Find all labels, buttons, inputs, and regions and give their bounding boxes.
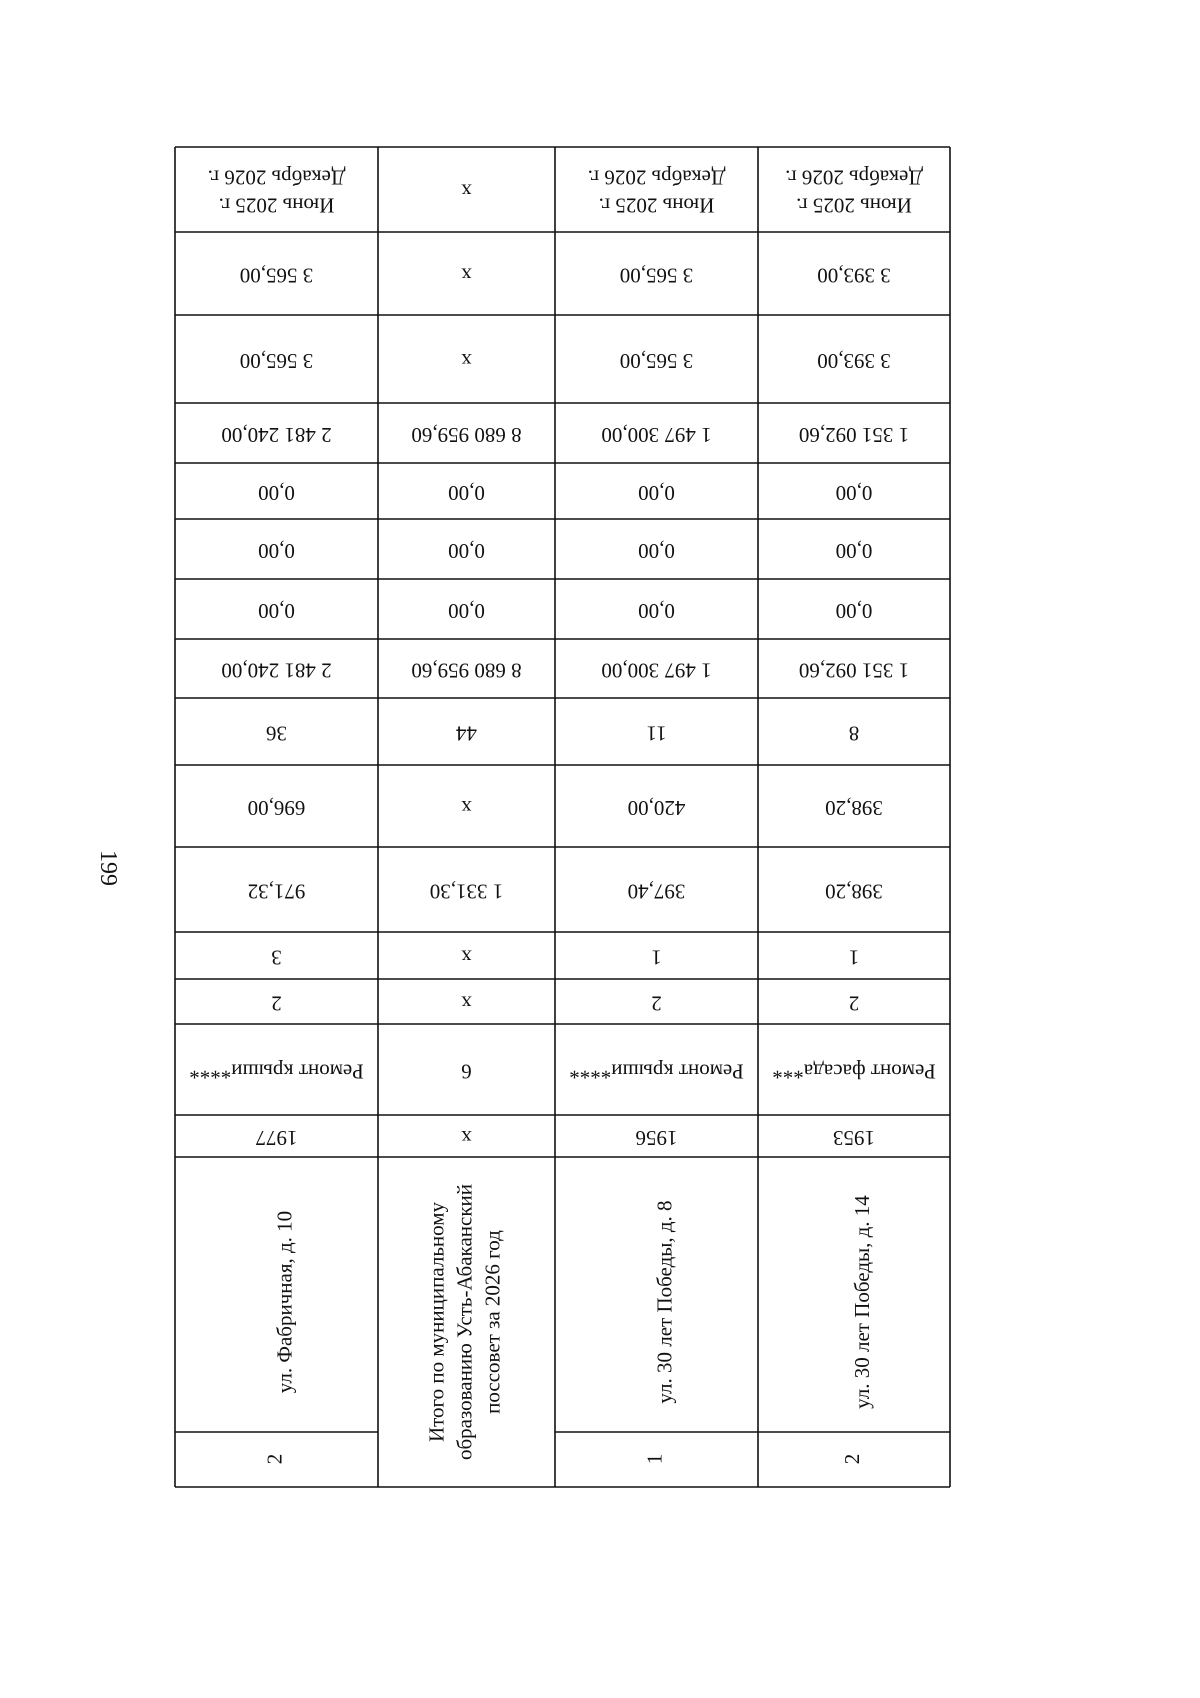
cost-total-cell: 1 351 092,60 (798, 658, 910, 683)
table-grid (175, 147, 950, 1487)
period-end: Декабрь 2026 г. (207, 165, 346, 190)
year-cell: 1977 (255, 1126, 298, 1151)
unit-cost-cell: 3 565,00 (239, 349, 314, 374)
c3-cell: 3 (271, 945, 282, 970)
total-label: поссовет за 2026 год (480, 1230, 505, 1414)
period-end: Декабрь 2026 г. (587, 165, 726, 190)
work-cell: Ремонт фасада*** (772, 1059, 936, 1084)
cost-c-cell: 0,00 (448, 481, 485, 506)
cost-b-cell: 0,00 (258, 539, 295, 564)
cost-c-cell: 0,00 (258, 481, 295, 506)
address-cell: ул. 30 лет Победы, д. 14 (849, 1195, 874, 1409)
row-index: 1 (642, 1453, 667, 1465)
area-living-cell: 398,20 (825, 796, 883, 821)
period-end: Декабрь 2026 г. (785, 165, 923, 190)
unit-cost-cell: 3 393,00 (817, 349, 891, 374)
c2-cell: 2 (848, 991, 860, 1016)
rotated-table-wrapper (175, 147, 950, 1487)
c2-cell: 2 (271, 991, 282, 1016)
address-cell: ул. Фабричная, д. 10 (272, 1210, 297, 1394)
page-number: 199 (95, 850, 121, 886)
year-cell: х (461, 1126, 472, 1151)
cost-c-cell: 0,00 (638, 481, 675, 506)
area-total-cell: 971,32 (247, 879, 306, 904)
year-cell: 1956 (635, 1126, 678, 1151)
cost-a-cell: 0,00 (638, 599, 675, 624)
unit-limit-cell: 3 565,00 (239, 263, 314, 288)
residents-cell: 44 (456, 721, 477, 746)
c3-cell: х (461, 945, 472, 970)
c2-cell: 2 (651, 991, 662, 1016)
area-living-cell: х (461, 796, 472, 821)
cost-b-cell: 0,00 (835, 539, 873, 564)
residents-cell: 36 (266, 721, 287, 746)
year-cell: 1953 (833, 1126, 875, 1151)
residents-cell: 11 (646, 721, 667, 746)
cost-a-cell: 0,00 (258, 599, 295, 624)
unit-limit-cell: х (461, 263, 472, 288)
cost-total-cell: 1 497 300,00 (601, 658, 712, 683)
cost-d-cell: 2 481 240,00 (221, 423, 332, 448)
row-index: 2 (839, 1453, 864, 1465)
work-cell: Ремонт крыши**** (189, 1059, 364, 1084)
period-start: Июнь 2025 г. (218, 193, 335, 218)
cost-d-cell: 1 497 300,00 (601, 423, 712, 448)
total-label: образованию Усть-Абаканский (452, 1183, 477, 1461)
area-living-cell: 420,00 (627, 796, 686, 821)
cost-d-cell: 8 680 959,60 (411, 423, 522, 448)
row-index: 2 (262, 1453, 287, 1465)
c3-cell: 1 (848, 945, 860, 970)
work-cell: 6 (461, 1059, 472, 1084)
unit-cost-cell: х (461, 349, 472, 374)
cost-a-cell: 0,00 (448, 599, 485, 624)
unit-cost-cell: 3 565,00 (619, 349, 694, 374)
cost-total-cell: 8 680 959,60 (411, 658, 522, 683)
table-svg (175, 147, 950, 1487)
c2-cell: х (461, 991, 472, 1016)
area-total-cell: 1 331,30 (429, 879, 504, 904)
period-cell: х (461, 179, 472, 204)
cost-c-cell: 0,00 (835, 481, 873, 506)
address-cell: ул. 30 лет Победы, д. 8 (652, 1200, 677, 1404)
cost-b-cell: 0,00 (448, 539, 485, 564)
cost-a-cell: 0,00 (835, 599, 873, 624)
unit-limit-cell: 3 565,00 (619, 263, 694, 288)
unit-limit-cell: 3 393,00 (817, 263, 891, 288)
area-total-cell: 397,40 (627, 879, 686, 904)
area-total-cell: 398,20 (825, 879, 883, 904)
residents-cell: 8 (848, 721, 860, 746)
period-start: Июнь 2025 г. (598, 193, 715, 218)
c3-cell: 1 (651, 945, 662, 970)
cost-b-cell: 0,00 (638, 539, 675, 564)
total-label: Итого по муниципальному (424, 1201, 449, 1443)
area-living-cell: 696,00 (247, 796, 306, 821)
work-cell: Ремонт крыши**** (569, 1059, 744, 1084)
period-start: Июнь 2025 г. (796, 193, 912, 218)
cost-total-cell: 2 481 240,00 (221, 658, 332, 683)
cost-d-cell: 1 351 092,60 (798, 423, 910, 448)
